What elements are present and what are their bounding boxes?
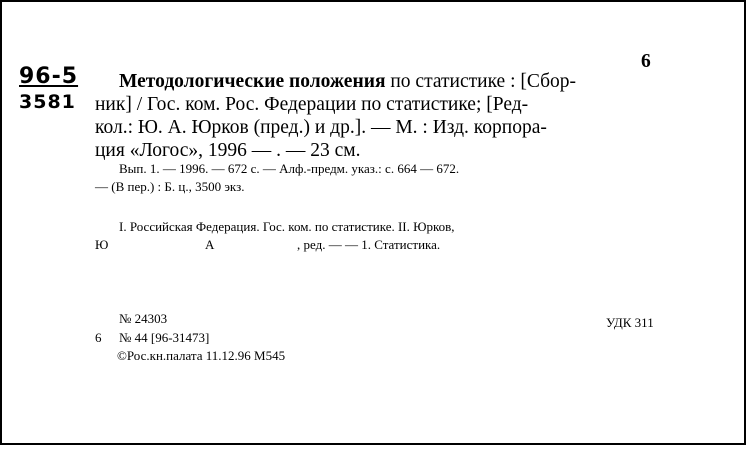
record-number-2: № 44 [96-31473] — [119, 330, 210, 345]
main-line-2: ник] / Гос. ком. Рос. Федерации по статистике; [Ред- — [95, 94, 529, 115]
title-rest: по статистике : [Сбор- — [385, 71, 577, 92]
subjects-line-2a: Ю — [95, 237, 109, 252]
subjects-line-2c: , ред. — — 1. Статистика. — [297, 237, 441, 252]
udk-code: УДК 311 — [606, 315, 654, 330]
book-chamber-stamp: ©Рос.кн.палата 11.12.96 М545 — [117, 348, 286, 363]
title-bold: Методологические положения — [119, 71, 386, 92]
issue-line-2: — (В пер.) : Б. ц., 3500 экз. — [95, 179, 245, 194]
main-line-3: кол.: Ю. А. Юрков (пред.) и др.]. — М. : Изд. корпора- — [95, 117, 547, 138]
handwritten-mark-bottom: 3581 — [19, 91, 76, 113]
subjects-line-2b: А — [205, 237, 215, 252]
issue-line-1: Вып. 1. — 1996. — 672 с. — Алф.-предм. указ.: с. 664 — 672. — [119, 161, 460, 176]
subjects-line-1: I. Российская Федерация. Гос. ком. по статистике. II. Юрков, — [119, 219, 455, 234]
handwritten-mark-top: 96-5 — [19, 64, 79, 89]
card-number: 6 — [641, 51, 651, 72]
main-line-4: ция «Логос», 1996 — . — 23 см. — [95, 140, 361, 161]
record-number: № 24303 — [119, 311, 168, 326]
record-prefix: 6 — [95, 330, 102, 345]
main-line-1 — [119, 70, 576, 94]
